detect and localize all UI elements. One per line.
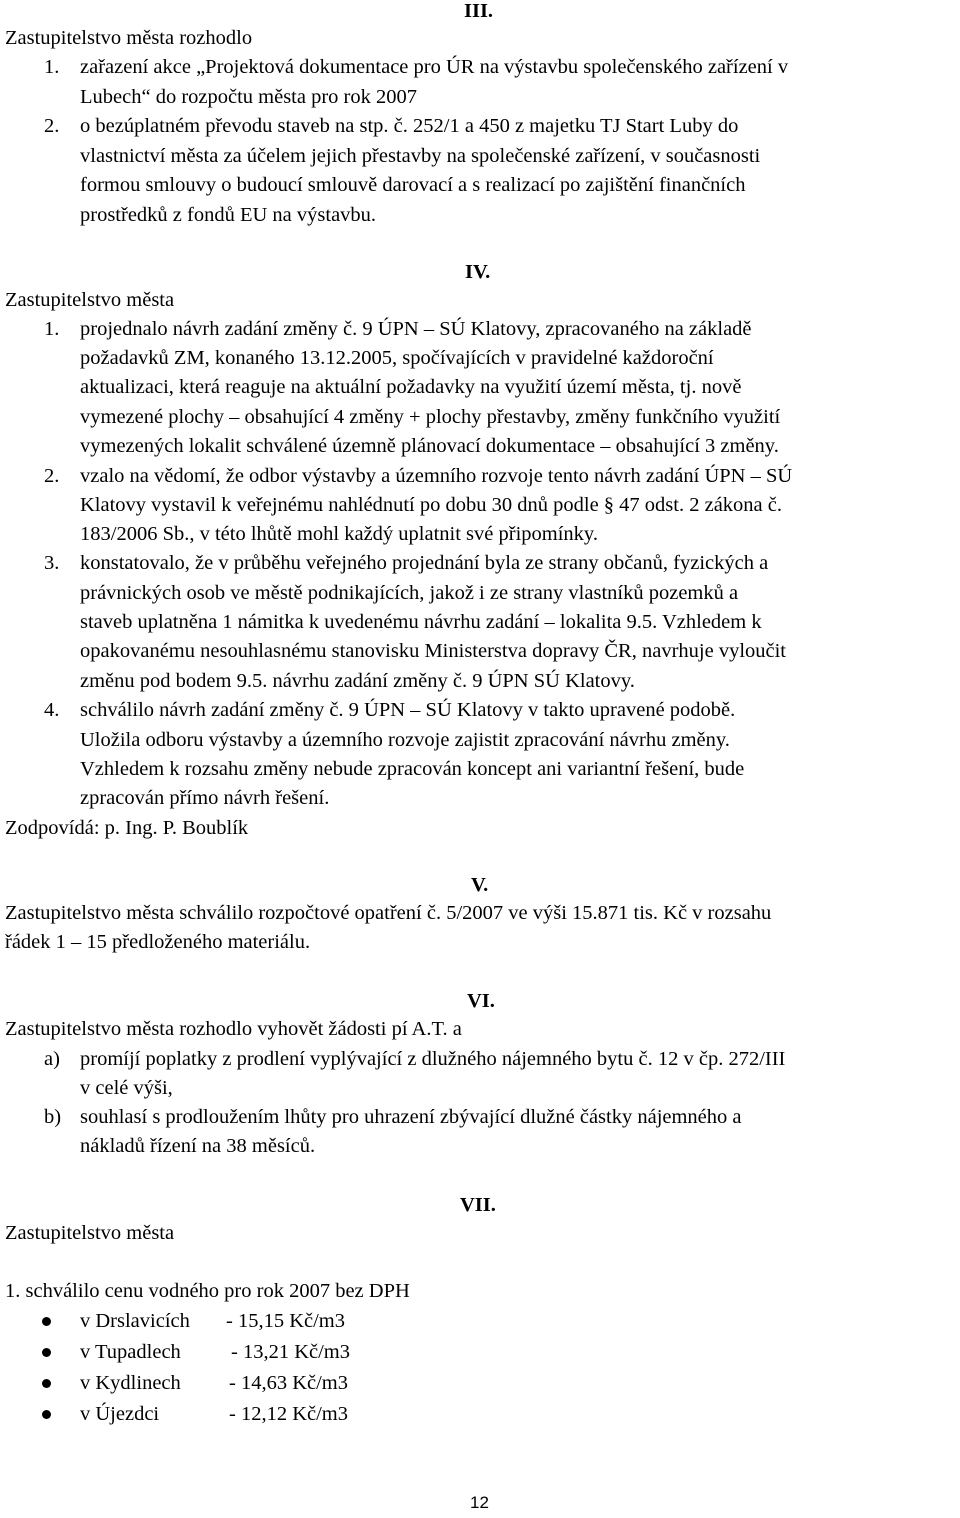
price-value: - 12,12 Kč/m3 [229,1403,348,1425]
item-line: schválilo návrh zadání změny č. 9 ÚPN – SÚ Klatovy v takto upravené podobě. [80,699,736,721]
item-number: 3. [44,552,60,574]
bullet-icon [42,1379,51,1388]
section-vi-intro: Zastupitelstvo města rozhodlo vyhovět žádosti pí A.T. a [5,1018,462,1040]
responsible-person: Zodpovídá: p. Ing. P. Boublík [5,817,249,839]
section-heading-iv: IV. [465,261,491,283]
price-place: v Kydlinech [80,1372,181,1394]
section-v-line: řádek 1 – 15 předloženého materiálu. [5,931,311,953]
item-number: 1. [44,56,60,78]
item-line: vlastnictví města za účelem jejich přestavby na společenské zařízení, v současnosti [80,145,761,167]
item-line: Lubech“ do rozpočtu města pro rok 2007 [80,86,418,108]
page-number: 12 [470,1493,489,1512]
item-line: Uložila odboru výstavby a územního rozvoje zajistit zpracování návrhu změny. [80,729,730,751]
item-line: konstatovalo, že v průběhu veřejného projednání byla ze strany občanů, fyzických a [80,552,769,574]
item-line: nákladů řízení na 38 měsíců. [80,1135,316,1157]
bullet-icon [42,1317,51,1326]
item-line: v celé výši, [80,1077,173,1099]
item-line: vymezených lokalit schválené územně plánovací dokumentace – obsahující 3 změny. [80,435,779,457]
price-place: v Tupadlech [80,1341,181,1363]
item-line: promíjí poplatky z prodlení vyplývající z dlužného nájemného bytu č. 12 v čp. 272/III [80,1048,786,1070]
item-number: 1. [44,318,60,340]
item-line: Klatovy vystavil k veřejnému nahlédnutí po dobu 30 dnů podle § 47 odst. 2 zákona č. [80,494,782,516]
item-number: 4. [44,699,60,721]
price-value: - 13,21 Kč/m3 [231,1341,350,1363]
item-line: aktualizaci, která reaguje na aktuální požadavky na využití území města, tj. nově [80,376,742,398]
item-number: 2. [44,465,60,487]
item-line: staveb uplatněna 1 námitka k uvedenému návrhu zadání – lokalita 9.5. Vzhledem k [80,611,762,633]
item-line: změnu pod bodem 9.5. návrhu zadání změny č. 9 ÚPN SÚ Klatovy. [80,670,635,692]
item-letter: a) [44,1048,60,1070]
item-line: zpracován přímo návrh řešení. [80,787,330,809]
item-line: Vzhledem k rozsahu změny nebude zpracován koncept ani variantní řešení, bude [80,758,745,780]
item-line: formou smlouvy o budoucí smlouvě darovací a s realizací po zajištění finančních [80,174,746,196]
item-line: zařazení akce „Projektová dokumentace pro ÚR na výstavbu společenského zařízení v [80,56,789,78]
item-line: požadavků ZM, konaného 13.12.2005, spočívajících v pravidelné každoroční [80,347,714,369]
item-number: 2. [44,115,60,137]
item-line: projednalo návrh zadání změny č. 9 ÚPN – SÚ Klatovy, zpracovaného na základě [80,318,752,340]
section-heading-iii: III. [464,0,494,22]
item-line: právnických osob ve městě podnikajících, jakož i ze strany vlastníků pozemků a [80,582,739,604]
item-line: o bezúplatném převodu staveb na stp. č. 252/1 a 450 z majetku TJ Start Luby do [80,115,739,137]
price-place: v Újezdci [80,1403,160,1425]
section-vii-item: 1. schválilo cenu vodného pro rok 2007 bez DPH [5,1280,410,1302]
item-line: prostředků z fondů EU na výstavbu. [80,204,377,226]
bullet-icon [42,1348,51,1357]
section-v-line: Zastupitelstvo města schválilo rozpočtové opatření č. 5/2007 ve výši 15.871 tis. Kč v rozsahu [5,902,772,924]
section-vii-intro: Zastupitelstvo města [5,1222,175,1244]
section-iii-intro: Zastupitelstvo města rozhodlo [5,27,253,49]
item-line: 183/2006 Sb., v této lhůtě mohl každý uplatnit své připomínky. [80,523,598,545]
item-line: souhlasí s prodloužením lhůty pro uhrazení zbývající dlužné částky nájemného a [80,1106,742,1128]
section-iv-intro: Zastupitelstvo města [5,289,175,311]
section-heading-vii: VII. [460,1194,496,1216]
section-heading-vi: VI. [467,990,495,1012]
item-line: vymezené plochy – obsahující 4 změny + plochy přestavby, změny funkčního využití [80,406,781,428]
bullet-icon [42,1410,51,1419]
section-heading-v: V. [471,874,489,896]
price-value: - 15,15 Kč/m3 [226,1310,345,1332]
price-place: v Drslavicích [80,1310,190,1332]
item-letter: b) [44,1106,62,1128]
item-line: opakovanému nesouhlasnému stanovisku Ministerstva dopravy ČR, navrhuje vyloučit [80,640,786,662]
item-line: vzalo na vědomí, že odbor výstavby a územního rozvoje tento návrh zadání ÚPN – SÚ [80,465,793,487]
price-value: - 14,63 Kč/m3 [229,1372,348,1394]
